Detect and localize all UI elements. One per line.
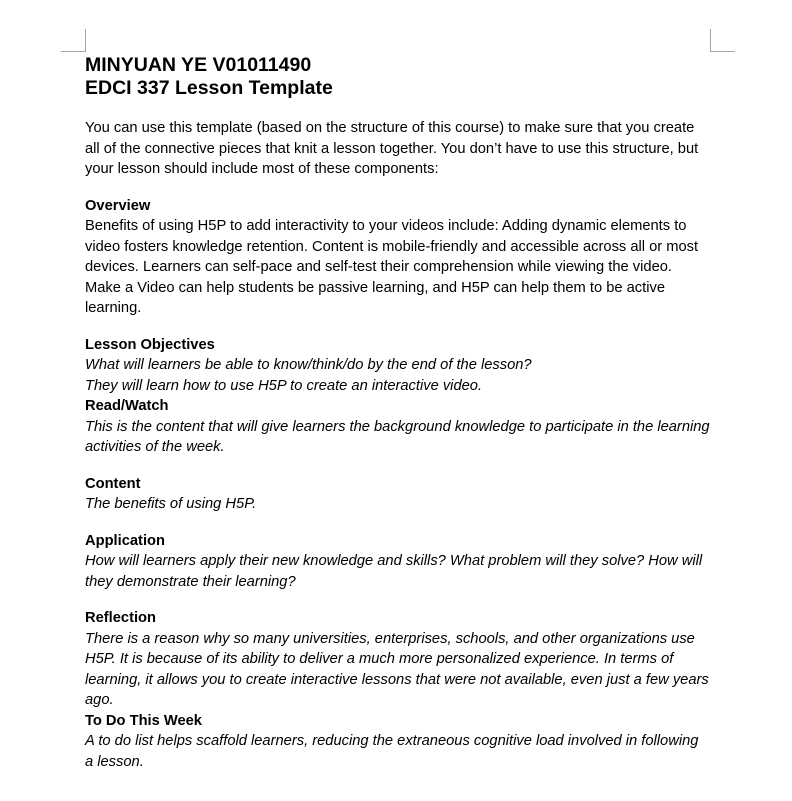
document-title — [85, 54, 725, 99]
section-heading-read-watch: Read/Watch — [85, 398, 169, 414]
paragraph-line: Benefits of using H5P to add interactivity to your videos include: Adding dynamic elements to — [85, 218, 687, 234]
paragraph-line: ago. — [85, 692, 114, 708]
paragraph-line: They will learn how to use H5P to create an interactive video. — [85, 377, 483, 394]
intro-paragraph — [85, 118, 725, 180]
section-body-overview — [85, 216, 725, 319]
section-to-do-this-week — [85, 711, 725, 773]
margin-corner-mark-top-left-icon — [61, 29, 86, 52]
section-body-lesson-objectives — [85, 355, 725, 396]
document-title-line-2: EDCI 337 Lesson Template — [85, 76, 333, 99]
section-heading-to-do-this-week: To Do This Week — [85, 712, 202, 729]
document-content[interactable] — [85, 54, 725, 772]
paragraph-line: What will learners be able to know/think/do by the end of the lesson? — [85, 357, 532, 373]
paragraph-line: A to do list helps scaffold learners, reducing the extraneous cognitive load involved in following — [85, 733, 699, 749]
section-body-reflection — [85, 629, 725, 711]
section-heading-reflection: Reflection — [85, 610, 156, 626]
paragraph-line: devices. Learners can self-pace and self-test their comprehension while viewing the video. — [85, 259, 672, 275]
section-body-content — [85, 494, 725, 515]
paragraph-line: they demonstrate their learning? — [85, 573, 296, 590]
section-overview — [85, 196, 725, 319]
paragraph-line: activities of the week. — [85, 439, 225, 455]
paragraph-line: learning. — [85, 300, 142, 316]
section-heading-lesson-objectives: Lesson Objectives — [85, 336, 215, 353]
paragraph-line: The benefits of using H5P. — [85, 496, 257, 512]
paragraph-line: You can use this template (based on the structure of this course) to make sure that you create — [85, 120, 695, 136]
section-reflection — [85, 608, 725, 711]
paragraph-line: How will learners apply their new knowledge and skills? What problem will they solve? How will — [85, 553, 703, 569]
paragraph-line: video fosters knowledge retention. Content is mobile-friendly and accessible across all or most — [85, 238, 699, 255]
section-read-watch — [85, 396, 725, 458]
paragraph-line: your lesson should include most of these components: — [85, 161, 439, 177]
paragraph-line: all of the connective pieces that knit a lesson together. You don’t have to use this structure, but — [85, 140, 699, 157]
paragraph-line: There is a reason why so many universities, enterprises, schools, and other organizations use — [85, 630, 695, 647]
margin-corner-mark-top-right-icon — [710, 29, 735, 52]
paragraph-line: learning, it allows you to create interactive lessons that were not available, even just a few years — [85, 671, 709, 688]
document-title-line-1: MINYUAN YE V01011490 — [85, 54, 312, 76]
paragraph-line: a lesson. — [85, 753, 144, 770]
section-body-read-watch — [85, 417, 725, 458]
paragraph-line: This is the content that will give learners the background knowledge to participate in the learning — [85, 418, 710, 435]
section-body-to-do-this-week — [85, 731, 725, 772]
section-heading-overview: Overview — [85, 197, 151, 214]
section-body-application — [85, 551, 725, 592]
paragraph-line: Make a Video can help students be passive learning, and H5P can help them to be active — [85, 279, 665, 296]
section-content — [85, 474, 725, 515]
section-heading-content: Content — [85, 475, 141, 492]
paragraph-line: H5P. It is because of its ability to deliver a much more personalized experience. In terms of — [85, 651, 674, 667]
section-heading-application: Application — [85, 532, 165, 549]
section-lesson-objectives — [85, 335, 725, 397]
section-application — [85, 531, 725, 593]
